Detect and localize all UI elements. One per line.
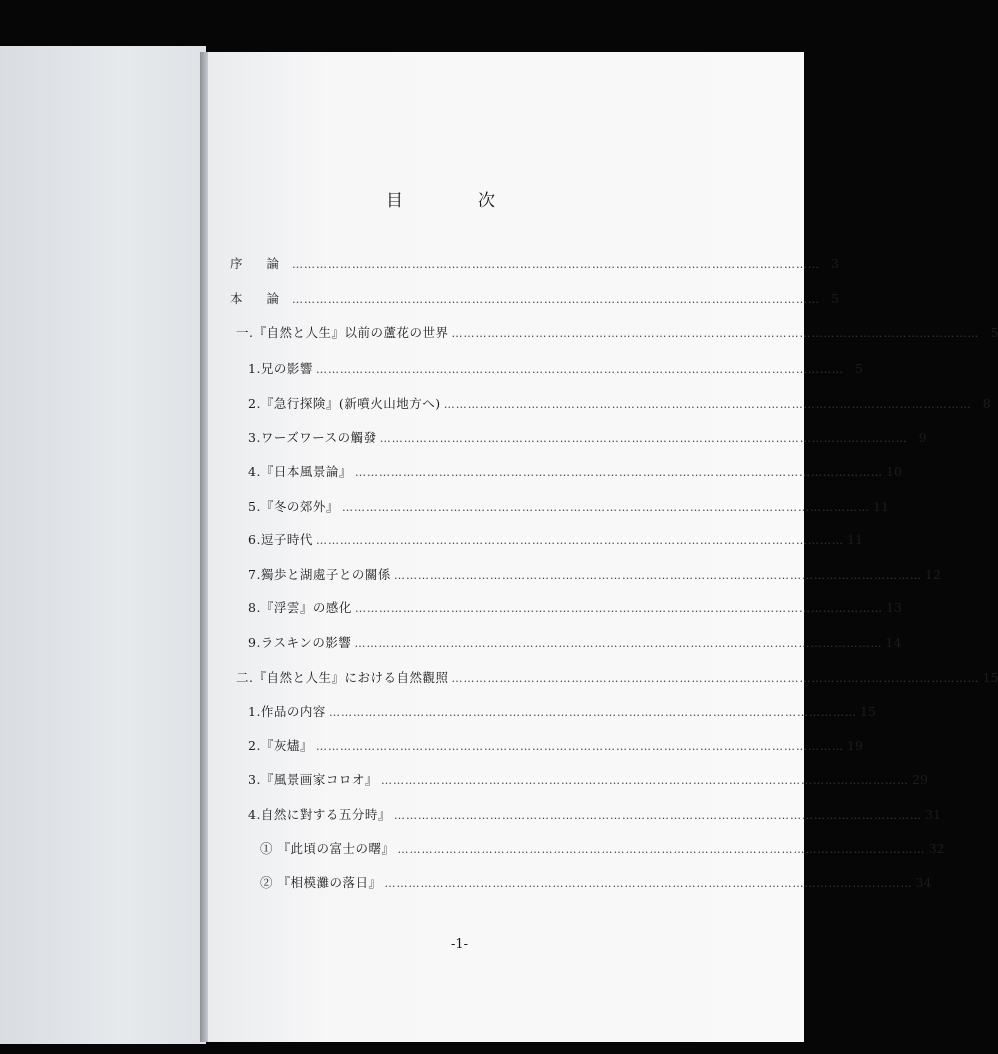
dot-leader: …………………………………………………………………………………………………………………… xyxy=(380,774,909,787)
toc-entry-joron xyxy=(230,254,839,272)
toc-entry-label: ② 『相模灘の落日』 xyxy=(260,875,382,890)
dot-leader: …………………………………………………………………………………………………………………… xyxy=(315,534,844,547)
toc-entry-page: 15 xyxy=(860,704,876,719)
dot-leader: …………………………………………………………………………………………………………………… xyxy=(354,637,883,650)
toc-entry-label: 3.ワーズワースの觸發 xyxy=(248,430,377,445)
toc-entry-label: 2.『急行探険』(新噴火山地方へ) xyxy=(248,396,441,411)
dot-leader: …………………………………………………………………………………………………………………… xyxy=(397,843,926,856)
dot-leader: …………………………………………………………………………………………………………………… xyxy=(291,258,820,271)
toc-section-2 xyxy=(236,668,998,686)
toc-entry-page: 15 xyxy=(982,670,998,685)
toc-entry-label: 二.『自然と人生』における自然觀照 xyxy=(236,670,449,685)
toc-entry-page: 11 xyxy=(847,532,863,547)
toc-entry-page: 32 xyxy=(928,841,945,856)
toc-entry xyxy=(248,633,902,651)
toc-entry xyxy=(248,530,863,548)
toc-entry-page: 5 xyxy=(831,291,839,306)
dot-leader: …………………………………………………………………………………………………………………… xyxy=(354,466,883,479)
toc-subentry xyxy=(260,839,945,857)
toc-entry-page: 9 xyxy=(918,430,927,445)
dot-leader: …………………………………………………………………………………………………………………… xyxy=(315,740,844,753)
toc-entry-label: 一.『自然と人生』以前の蘆花の世界 xyxy=(236,325,449,340)
toc-entry-page: 12 xyxy=(925,567,941,582)
toc-entry xyxy=(248,565,941,583)
toc-entry-label: 8.『浮雲』の感化 xyxy=(248,600,352,615)
toc-entry-page: 29 xyxy=(912,772,928,787)
toc-entry-label: 9.ラスキンの影響 xyxy=(248,635,352,650)
toc-entry-page: 13 xyxy=(886,600,902,615)
toc-entry-page: 5 xyxy=(990,325,998,340)
toc-entry-label: 1.作品の内容 xyxy=(248,704,326,719)
toc-entry xyxy=(248,497,889,515)
toc-entry-page: 31 xyxy=(925,807,941,822)
toc-entry-page: 10 xyxy=(886,464,902,479)
toc-subentry xyxy=(260,873,932,891)
toc-entry-label: 4.自然に對する五分時』 xyxy=(248,807,391,822)
toc-entry-page: 14 xyxy=(885,635,902,650)
toc-title-char-1: 目 xyxy=(386,191,403,211)
toc-title-char-2: 次 xyxy=(478,191,495,211)
dot-leader: …………………………………………………………………………………………………………………… xyxy=(354,602,883,615)
dot-leader: …………………………………………………………………………………………………………………… xyxy=(451,327,980,340)
dot-leader: …………………………………………………………………………………………………………………… xyxy=(341,501,870,514)
toc-entry xyxy=(248,770,928,788)
dot-leader: …………………………………………………………………………………………………………………… xyxy=(443,398,972,411)
dot-leader: …………………………………………………………………………………………………………………… xyxy=(393,569,922,582)
toc-entry-label: 7.獨歩と湖處子との關係 xyxy=(248,567,391,582)
toc-entry-label: ① 『此頃の富士の曙』 xyxy=(260,841,395,856)
dot-leader: …………………………………………………………………………………………………………………… xyxy=(393,809,922,822)
toc-entry-page: 3 xyxy=(831,256,839,271)
toc-entry-honron xyxy=(230,289,839,307)
toc-entry xyxy=(248,702,876,720)
toc-entry-page: 11 xyxy=(873,499,889,514)
toc-entry xyxy=(248,598,902,616)
dot-leader: …………………………………………………………………………………………………………………… xyxy=(379,432,908,445)
toc-entry-label: 2.『灰燼』 xyxy=(248,738,313,753)
toc-entry xyxy=(248,736,863,754)
toc-entry-page: 19 xyxy=(847,738,863,753)
toc-entry xyxy=(248,394,991,412)
toc-entry xyxy=(248,805,941,823)
toc-entry-page: 5 xyxy=(854,361,863,376)
page-number: -1- xyxy=(451,937,469,952)
toc-entry-label: 1.兄の影響 xyxy=(248,361,313,376)
toc-entry-label: 6.逗子時代 xyxy=(248,532,313,547)
toc-entry xyxy=(248,359,863,377)
toc-entry xyxy=(248,462,902,480)
toc-entry-label: 序 論 xyxy=(230,256,289,271)
toc-entry-label: 4.『日本風景論』 xyxy=(248,464,352,479)
left-page xyxy=(0,46,206,1044)
dot-leader: …………………………………………………………………………………………………………………… xyxy=(315,363,844,376)
toc-entry-page: 8 xyxy=(982,396,991,411)
dot-leader: …………………………………………………………………………………………………………………… xyxy=(291,293,820,306)
dot-leader: …………………………………………………………………………………………………………………… xyxy=(384,877,913,890)
toc-section-1 xyxy=(236,323,998,341)
toc-entry-label: 5.『冬の郊外』 xyxy=(248,499,339,514)
toc-entry-label: 3.『風景画家コロオ』 xyxy=(248,772,378,787)
toc-entry xyxy=(248,428,927,446)
dot-leader: …………………………………………………………………………………………………………………… xyxy=(451,672,980,685)
toc-entry-page: 34 xyxy=(915,875,932,890)
dot-leader: …………………………………………………………………………………………………………………… xyxy=(328,706,857,719)
toc-entry-label: 本 論 xyxy=(230,291,289,306)
